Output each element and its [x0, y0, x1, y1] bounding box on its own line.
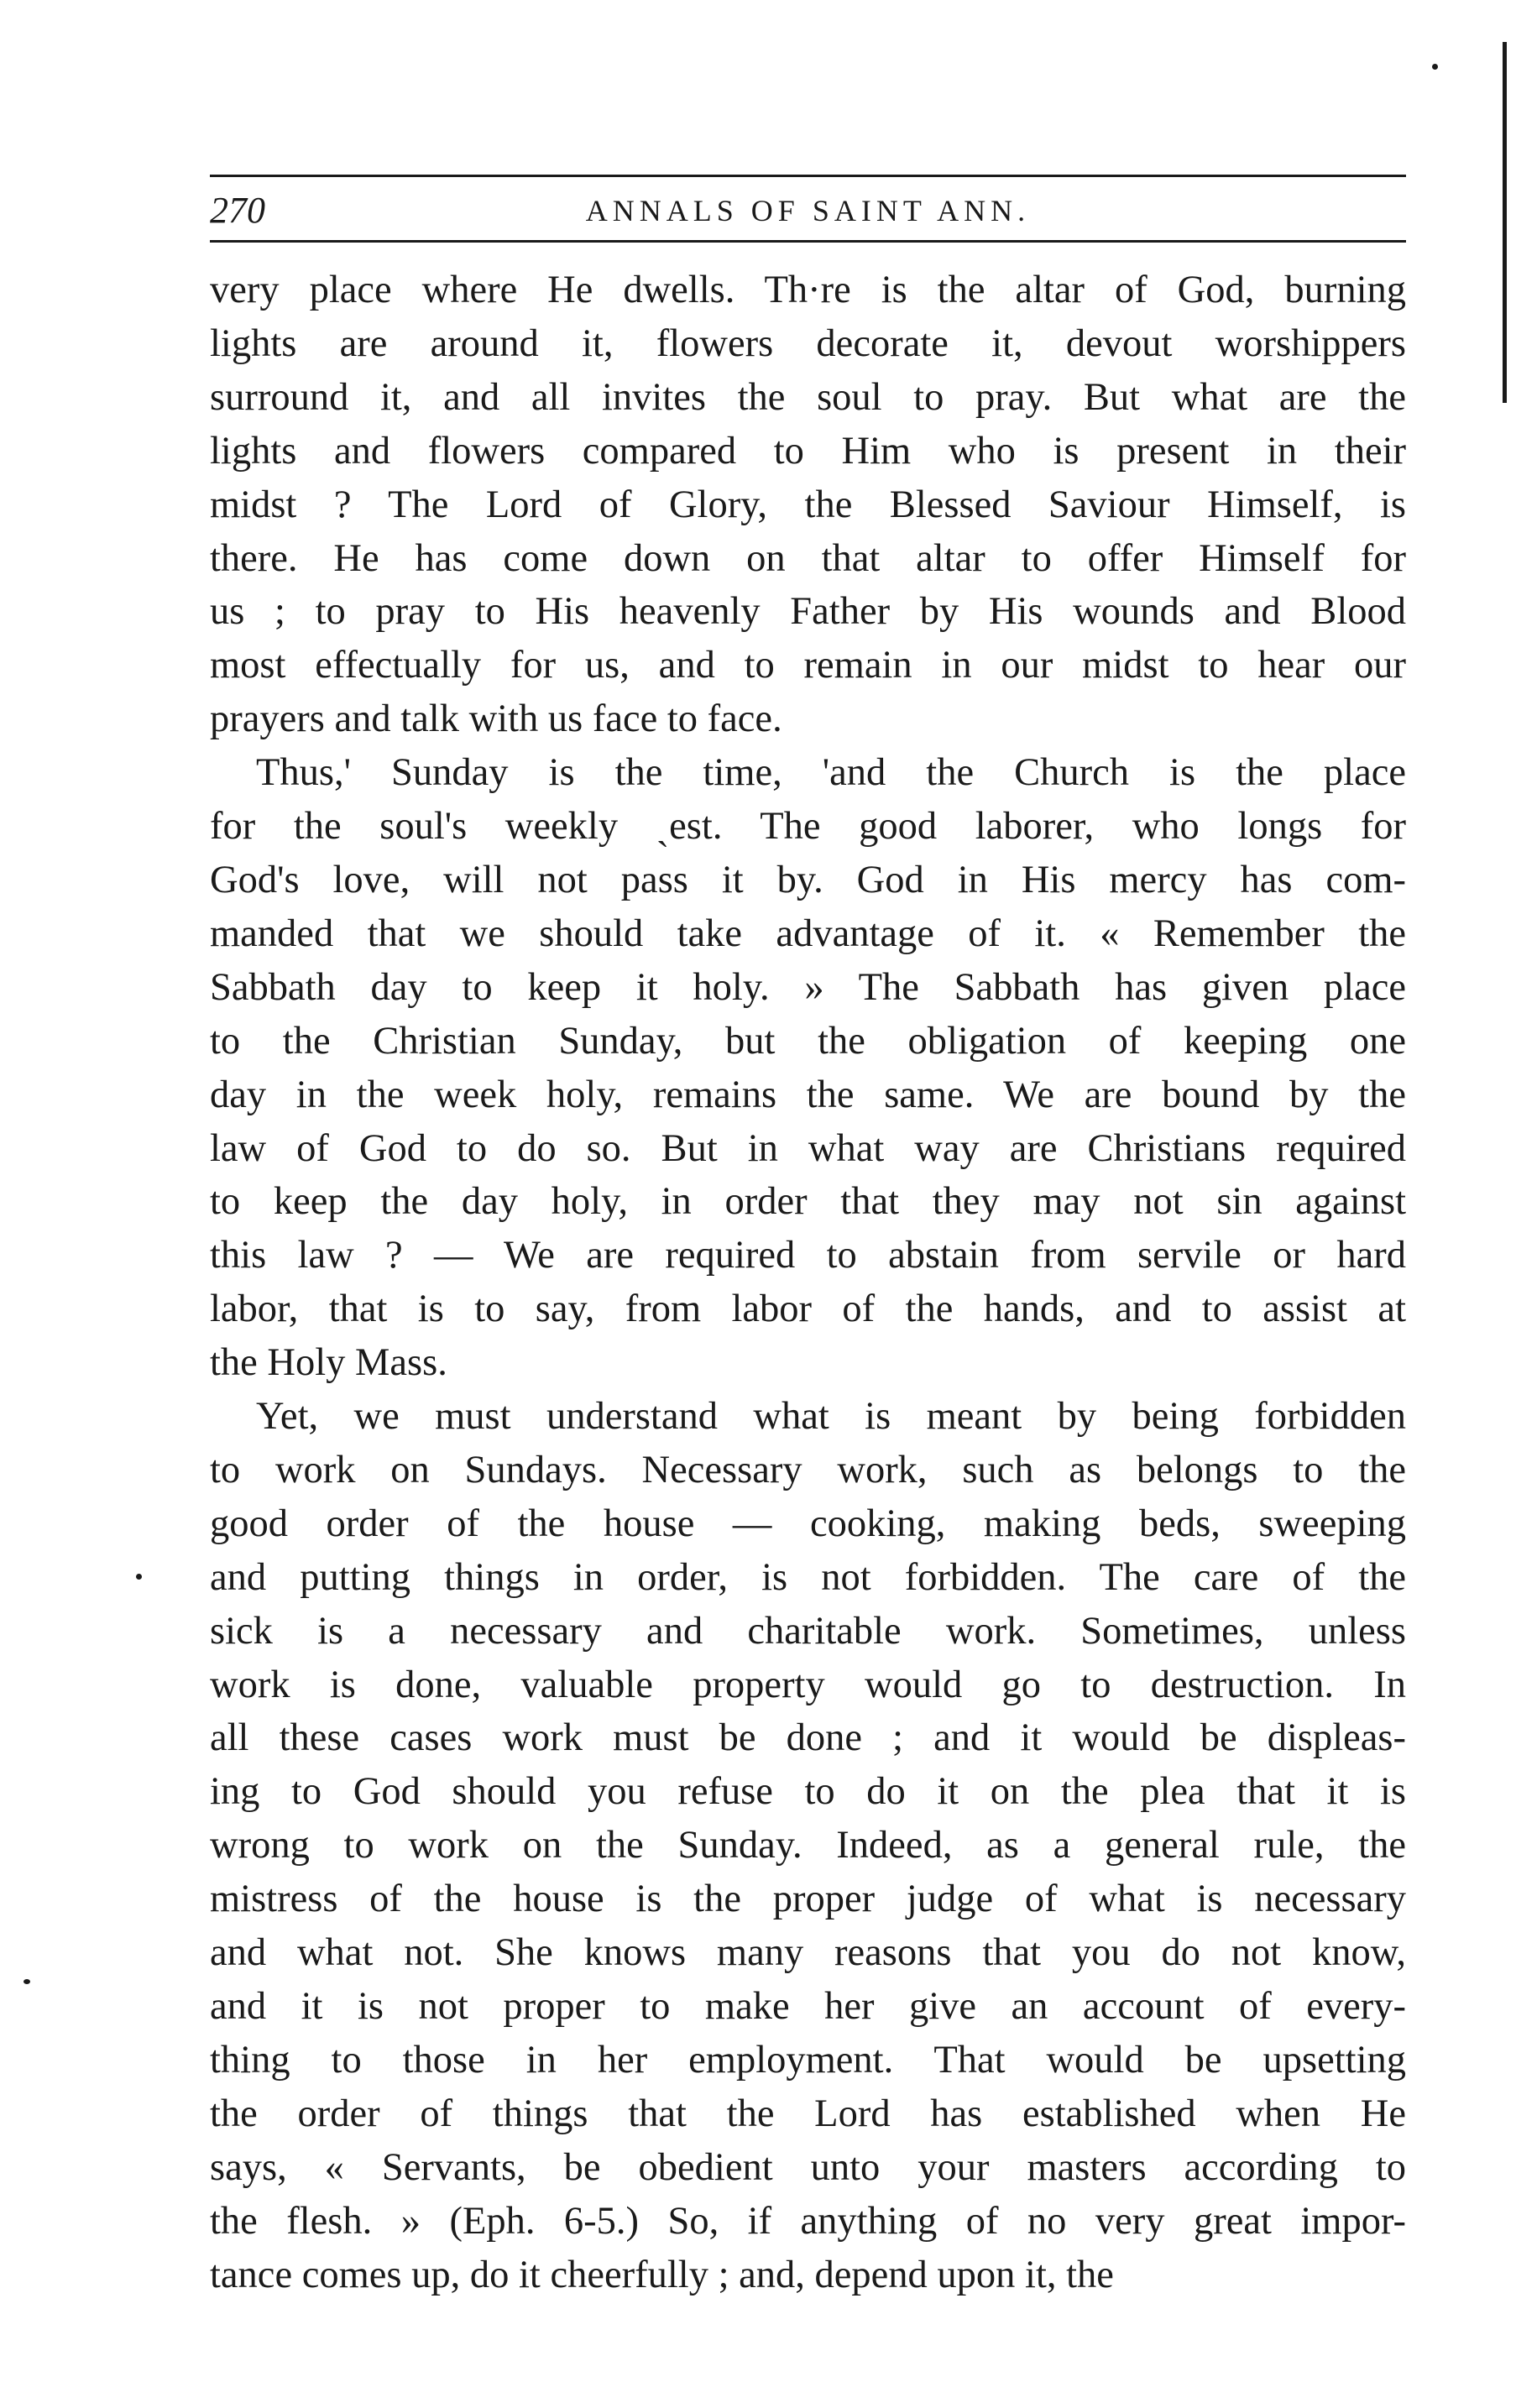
- text-line: Yet, we must understand what is meant by being forbidden: [256, 1395, 1406, 1439]
- text-line: for the soul's weekly ˏest. The good laborer, who longs for: [210, 805, 1406, 849]
- header-rule-bottom: [210, 240, 1406, 243]
- scan-speck: [1432, 64, 1438, 70]
- text-line: ing to God should you refuse to do it on the plea that it is: [210, 1770, 1406, 1814]
- text-line: to work on Sundays. Necessary work, such as belongs to the: [210, 1448, 1406, 1491]
- text-line: sick is a necessary and charitable work. Sometimes, unless: [210, 1609, 1406, 1653]
- text-line: says, « Servants, be obedient unto your masters according to: [210, 2145, 1406, 2189]
- text-line: tance comes up, do it cheerfully ; and, depend upon it, the: [210, 2253, 1114, 2296]
- text-line: the Holy Mass.: [210, 1341, 447, 1385]
- text-line: and putting things in order, is not forbidden. The care of the: [210, 1555, 1406, 1599]
- text-line: very place where He dwells. Th·re is the altar of God, burning: [210, 269, 1406, 311]
- body-text: [210, 264, 1406, 2301]
- text-line: midst ? The Lord of Glory, the Blessed Saviour Himself, is: [210, 483, 1406, 526]
- text-line: God's love, will not pass it by. God in His mercy has com-: [210, 858, 1406, 901]
- scan-speck: [24, 1979, 30, 1984]
- text-line: most effectually for us, and to remain in our midst to hear our: [210, 644, 1406, 687]
- text-line: Sabbath day to keep it holy. » The Sabbath has given place: [210, 965, 1406, 1009]
- text-line: the flesh. » (Eph. 6-5.) So, if anything of no very great impor-: [210, 2199, 1406, 2243]
- text-line: labor, that is to say, from labor of the hands, and to assist at: [210, 1288, 1406, 1331]
- paragraph: [210, 746, 1406, 1390]
- text-line: work is done, valuable property would go to destruction. In: [210, 1663, 1406, 1706]
- text-line: thing to those in her employment. That would be upsetting: [210, 2038, 1406, 2082]
- text-line: to the Christian Sunday, but the obligation of keeping one: [210, 1019, 1406, 1063]
- text-line: wrong to work on the Sunday. Indeed, as a general rule, the: [210, 1824, 1406, 1867]
- text-line: prayers and talk with us face to face.: [210, 697, 782, 741]
- scan-edge-mark: [1503, 42, 1507, 403]
- text-line: and it is not proper to make her give an account of every-: [210, 1985, 1406, 2028]
- scan-speck: [136, 1574, 142, 1580]
- text-line: to keep the day holy, in order that they may not sin against: [210, 1180, 1406, 1224]
- text-line: the order of things that the Lord has established when He: [210, 2092, 1406, 2135]
- text-line: lights are around it, flowers decorate it, devout worshippers: [210, 321, 1406, 365]
- running-title: ANNALS OF SAINT ANN.: [585, 194, 1031, 227]
- text-line: manded that we should take advantage of it. « Remember the: [210, 911, 1406, 955]
- paragraph: [210, 264, 1406, 746]
- text-line: Thus,' Sunday is the time, 'and the Church is the place: [256, 751, 1406, 795]
- text-line: day in the week holy, remains the same. We are bound by the: [210, 1073, 1406, 1116]
- text-line: surround it, and all invites the soul to pray. But what are the: [210, 375, 1406, 419]
- text-line: this law ? — We are required to abstain from servile or hard: [210, 1234, 1406, 1277]
- text-line: and what not. She knows many reasons that you do not know,: [210, 1931, 1406, 1975]
- text-line: all these cases work must be done ; and it would be displeas-: [210, 1716, 1406, 1760]
- text-line: there. He has come down on that altar to offer Himself for: [210, 536, 1406, 580]
- page-number: 270: [210, 190, 265, 231]
- text-line: mistress of the house is the proper judge of what is necessary: [210, 1878, 1406, 1921]
- text-line: good order of the house — cooking, making beds, sweeping: [210, 1502, 1406, 1545]
- text-line: law of God to do so. But in what way are Christians required: [210, 1126, 1406, 1170]
- text-line: lights and flowers compared to Him who is present in their: [210, 429, 1406, 473]
- text-line: us ; to pray to His heavenly Father by His wounds and Blood: [210, 590, 1406, 634]
- running-head: [210, 186, 1406, 235]
- header-rule-top: [210, 175, 1406, 177]
- paragraph: [210, 1390, 1406, 2301]
